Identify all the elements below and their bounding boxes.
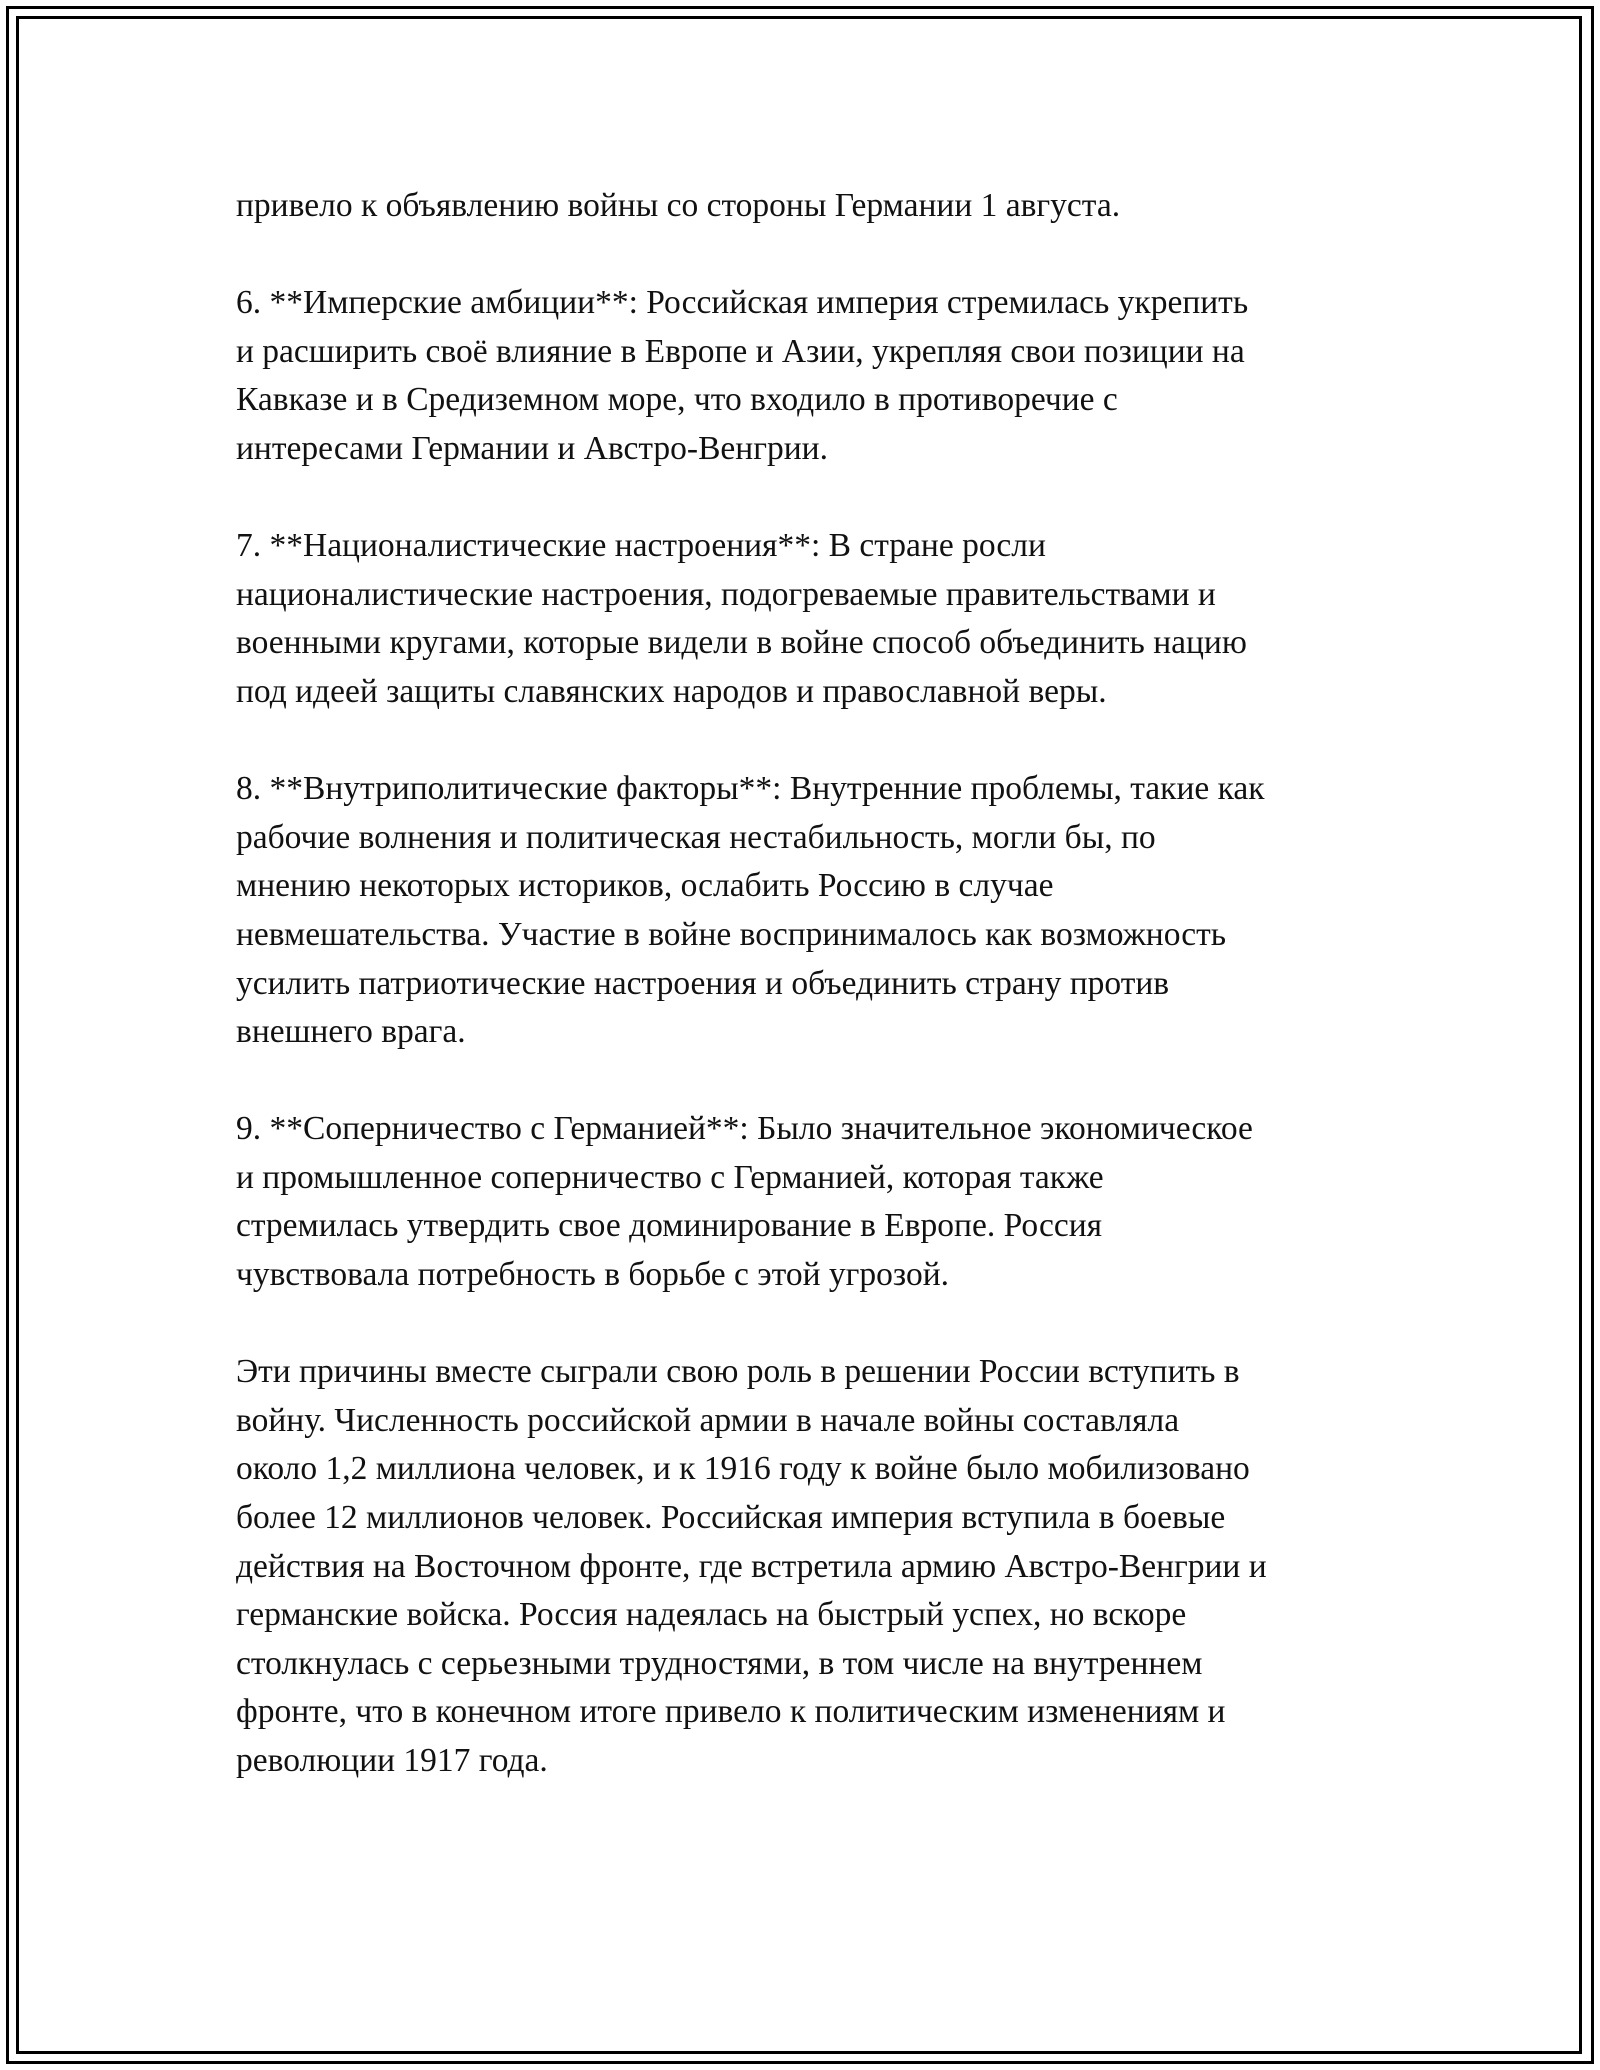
paragraph-continuation: привело к объявлению войны со стороны Германии 1 августа.: [236, 187, 1121, 224]
paragraph-imperial-ambitions: 6. **Имперские амбиции**: Российская империя стремилась укрепить и расширить своё влияние в Европе и Азии, укрепляя свои позиции на Кавказе и в Средиземном море, что входило в противоречие с интересами Германии и Австро-Венгрии.: [236, 284, 1249, 467]
document-body: [236, 182, 1376, 1834]
paragraph-conclusion: Эти причины вместе сыграли свою роль в решении России вступить в войну. Численность российской армии в начале войны составляла около 1,2 миллиона человек, и к 1916 году к войне было мобилизовано более 12 миллионов человек. Российская империя вступила в боевые действия на Восточном фронте, где встретила армию Австро-Венгрии и германские войска. Россия надеялась на быстрый успех, но вскоре столкнулась с серьезными трудностями, в том числе на внутреннем фронте, что в конечном итоге привело к политическим изменениям и революции 1917 года.: [236, 1353, 1267, 1779]
paragraph-domestic-factors: 8. **Внутриполитические факторы**: Внутренние проблемы, такие как рабочие волнения и политическая нестабильность, могли бы, по мнению некоторых историков, ослабить Россию в случае невмешательства. Участие в войне воспринималось как возможность усилить патриотические настроения и объединить страну против внешнего врага.: [236, 770, 1265, 1051]
paragraph-rivalry-germany: 9. **Соперничество с Германией**: Было значительное экономическое и промышленное соперничество с Германией, которая также стремилась утвердить свое доминирование в Европе. Россия чувствовала потребность в борьбе с этой угрозой.: [236, 1110, 1253, 1294]
paragraph-nationalist-sentiment: 7. **Националистические настроения**: В стране росли националистические настроения, подогреваемые правительствами и военными кругами, которые видели в войне способ объединить нацию под идеей защиты славянских народов и православной веры.: [236, 527, 1247, 710]
